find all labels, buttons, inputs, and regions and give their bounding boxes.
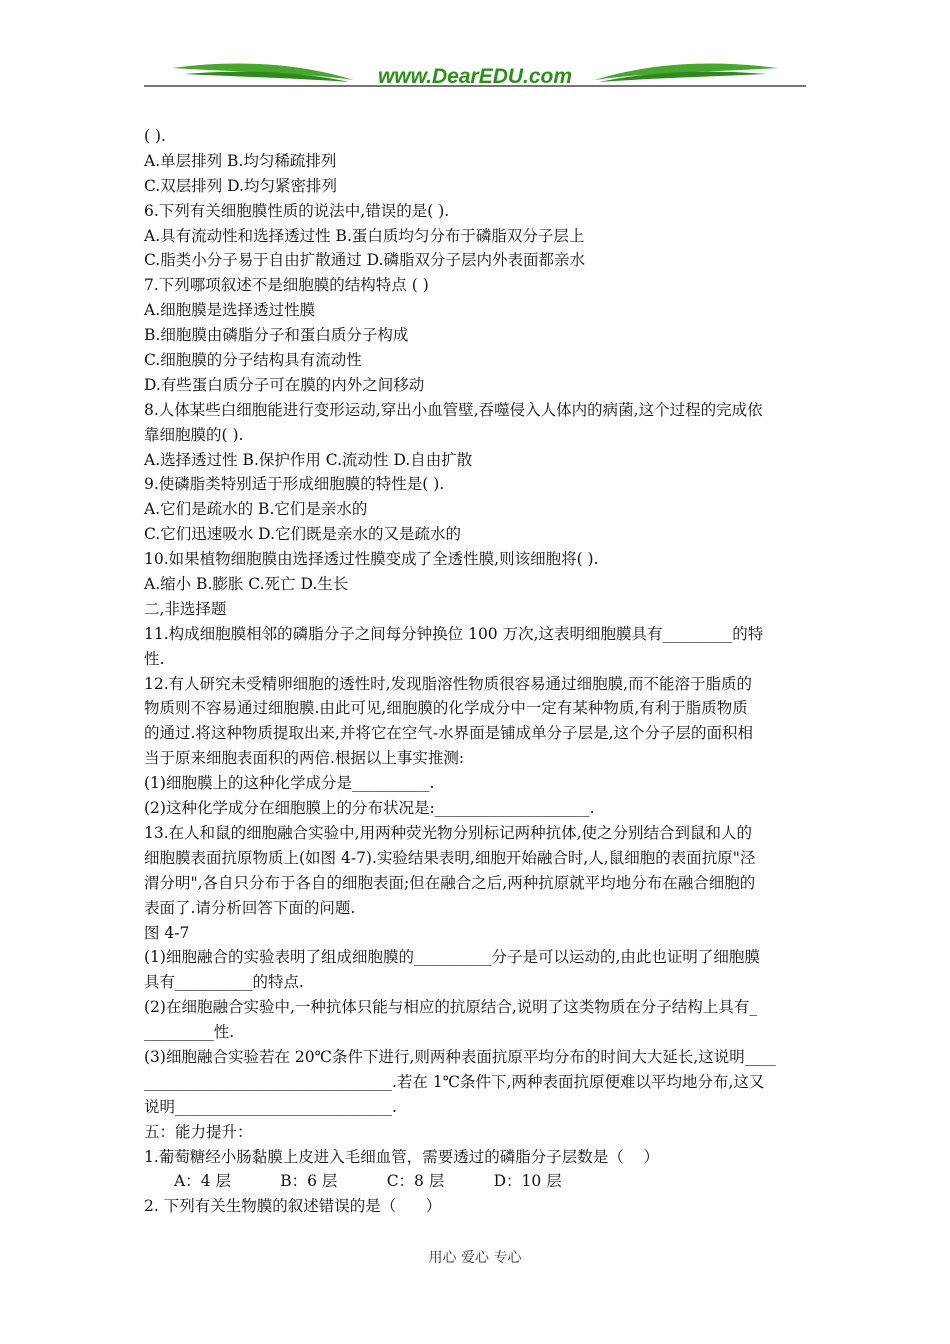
option-line: A.选择透过性 B.保护作用 C.流动性 D.自由扩散 bbox=[144, 450, 473, 469]
question-line: 9.使磷脂类特别适于形成细胞膜的特性是( ). bbox=[144, 475, 445, 494]
subquestion-line: ________________________________.若在 1℃条件下,两种表面抗原便难以平均地分布,这又 bbox=[144, 1072, 765, 1091]
question-line: 8.人体某些白细胞能进行变形运动,穿出小血管壁,吞噬侵入人体内的病菌,这个过程的完成依 bbox=[144, 400, 763, 419]
option-line: C.双层排列 D.均匀紧密排列 bbox=[144, 176, 337, 195]
question-line: 2. 下列有关生物膜的叙述错误的是（ ） bbox=[144, 1197, 442, 1216]
section-heading: 五：能力提升： bbox=[144, 1122, 253, 1141]
section-heading: 二,非选择题 bbox=[144, 599, 227, 618]
option-line: C.细胞膜的分子结构具有流动性 bbox=[144, 351, 362, 370]
subquestion-line: (1)细胞融合的实验表明了组成细胞膜的__________分子是可以运动的,由此也证明了细胞膜 bbox=[144, 948, 760, 967]
text-line: ( ). bbox=[144, 127, 166, 145]
question-line: 细胞膜表面抗原物质上(如图 4-7).实验结果表明,细胞开始融合时,人,鼠细胞的表面抗原"泾 bbox=[144, 848, 756, 867]
option-line: A.它们是疏水的 B.它们是亲水的 bbox=[144, 500, 368, 519]
question-line: 靠细胞膜的( ). bbox=[144, 425, 244, 444]
page-footer: 用心 爱心 专心 bbox=[428, 1250, 522, 1266]
subquestion-line: (1)细胞膜上的这种化学成分是__________. bbox=[144, 774, 435, 793]
question-line: 渭分明",各自只分布于各自的细胞表面;但在融合之后,两种抗原就平均地分布在融合细胞的 bbox=[144, 873, 756, 892]
subquestion-line: _________性. bbox=[144, 1023, 235, 1042]
option-line: A.具有流动性和选择透过性 B.蛋白质均匀分布于磷脂双分子层上 bbox=[144, 226, 585, 245]
question-line: 当于原来细胞表面积的两倍.根据以上事实推测: bbox=[144, 749, 465, 768]
document-body bbox=[144, 124, 808, 1219]
subquestion-line: (3)细胞融合实验若在 20℃条件下进行,则两种表面抗原平均分布的时间大大延长,这说明____ bbox=[144, 1047, 776, 1066]
site-header-banner bbox=[144, 52, 806, 92]
question-line: 物质则不容易通过细胞膜.由此可见,细胞膜的化学成分中一定有某种物质,有利于脂质物质 bbox=[144, 699, 748, 718]
figure-label: 图 4-7 bbox=[144, 923, 190, 942]
option-line: A.细胞膜是选择透过性膜 bbox=[144, 301, 316, 320]
option-line: A：4 层 B：6 层 C：8 层 D：10 层 bbox=[174, 1172, 562, 1191]
option-line: C.它们迅速吸水 D.它们既是亲水的又是疏水的 bbox=[144, 525, 461, 544]
question-line: 10.如果植物细胞膜由选择透过性膜变成了全透性膜,则该细胞将( ). bbox=[144, 550, 599, 569]
subquestion-line: 具有__________的特点. bbox=[144, 973, 304, 992]
option-line: A.缩小 B.膨胀 C.死亡 D.生长 bbox=[144, 575, 349, 594]
option-line: C.脂类小分子易于自由扩散通过 D.磷脂双分子层内外表面都亲水 bbox=[144, 251, 585, 270]
question-line: 11.构成细胞膜相邻的磷脂分子之间每分钟换位 100 万次,这表明细胞膜具有_________的特 bbox=[144, 624, 764, 643]
subquestion-line: (2)在细胞融合实验中,一种抗体只能与相应的抗原结合,说明了这类物质在分子结构上具有_ bbox=[144, 998, 758, 1017]
question-line: 性. bbox=[144, 649, 165, 668]
left-swoosh-icon bbox=[172, 64, 354, 80]
question-line: 13.在人和鼠的细胞融合实验中,用两种荧光物分别标记两种抗体,使之分别结合到鼠和人的 bbox=[144, 823, 753, 842]
question-line: 的通过.将这种物质提取出来,并将它在空气-水界面是铺成单分子层是,这个分子层的面积相 bbox=[144, 724, 754, 743]
site-name[interactable]: www.DearEDU.com bbox=[377, 65, 573, 88]
banner-graphic bbox=[144, 52, 806, 92]
right-swoosh-icon bbox=[594, 64, 778, 80]
question-line: 6.下列有关细胞膜性质的说法中,错误的是( ). bbox=[144, 201, 450, 220]
option-line: B.细胞膜由磷脂分子和蛋白质分子构成 bbox=[144, 326, 409, 345]
question-line: 1.葡萄糖经小肠黏膜上皮进入毛细血管，需要透过的磷脂分子层数是（ ） bbox=[144, 1147, 659, 1166]
subquestion-line: 说明____________________________. bbox=[144, 1097, 397, 1116]
option-line: A.单层排列 B.均匀稀疏排列 bbox=[144, 151, 337, 170]
question-line: 表面了.请分析回答下面的问题. bbox=[144, 898, 356, 917]
option-line: D.有些蛋白质分子可在膜的内外之间移动 bbox=[144, 375, 425, 394]
question-line: 12.有人研究未受精卵细胞的透性时,发现脂溶性物质很容易通过细胞膜,而不能溶于脂质的 bbox=[144, 674, 753, 693]
subquestion-line: (2)这种化学成分在细胞膜上的分布状况是:____________________. bbox=[144, 799, 595, 818]
question-line: 7.下列哪项叙述不是细胞膜的结构特点 ( ) bbox=[144, 276, 429, 295]
